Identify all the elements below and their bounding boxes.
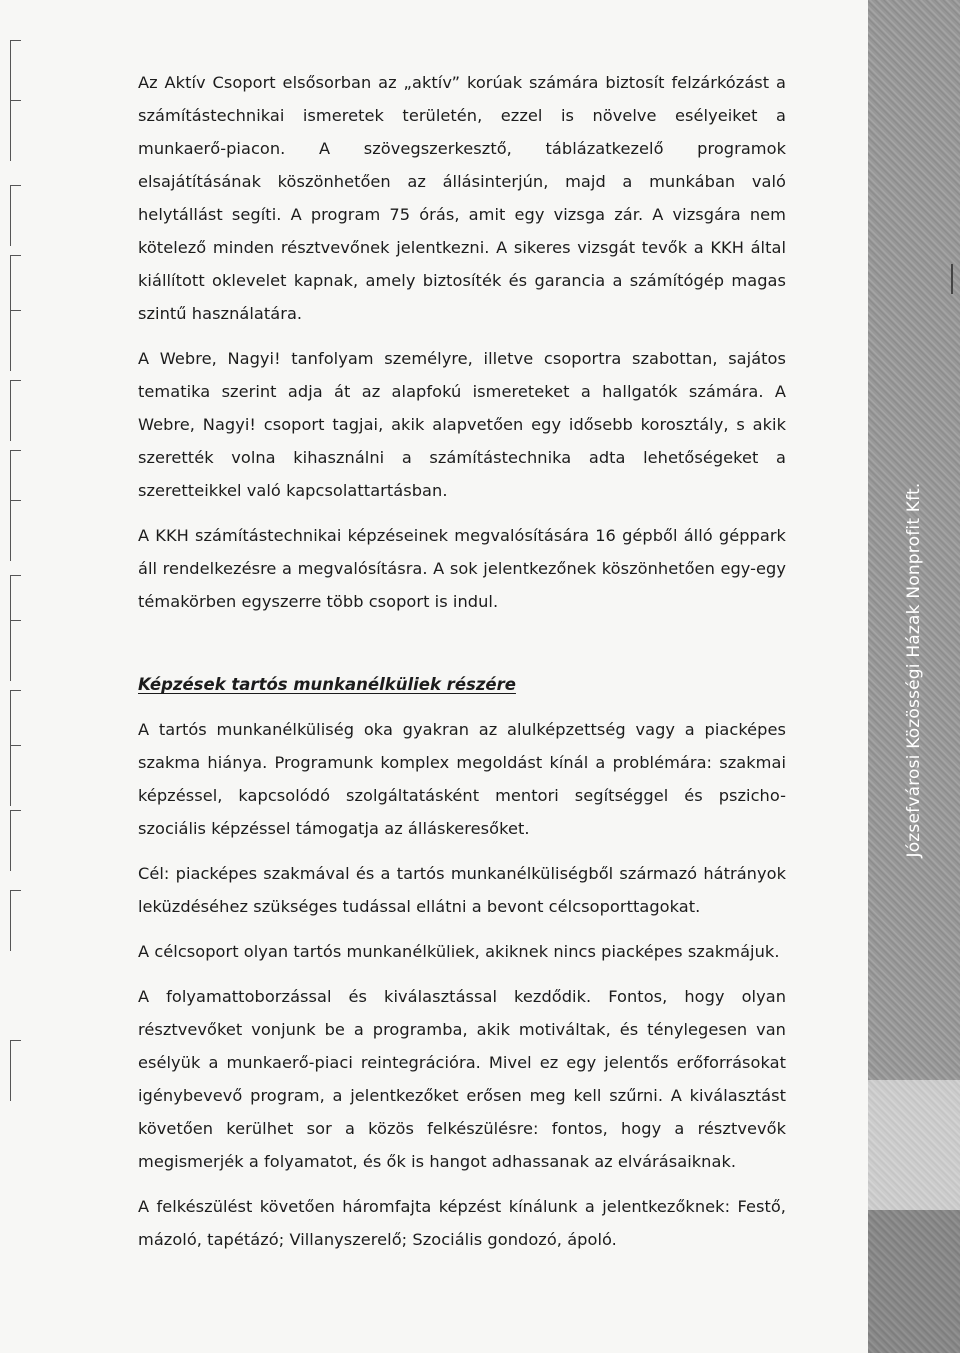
side-band-caption: Józsefvárosi Közösségi Házak Nonprofit Kft. <box>904 482 924 858</box>
binding-mark <box>10 40 21 101</box>
binding-mark <box>10 185 21 246</box>
binding-marks <box>0 0 40 1353</box>
binding-mark <box>10 1040 21 1101</box>
binding-mark <box>10 745 21 806</box>
binding-mark <box>10 100 21 161</box>
side-band-dark-zone <box>868 1210 960 1353</box>
paragraph-cel: Cél: piacképes szakmával és a tartós munkanélküliségből származó hátrányok leküzdéséhez szükséges tudással ellátni a bevont célcsoporttagokat. <box>138 864 786 916</box>
paragraph-kkh-geppark: A KKH számítástechnikai képzéseinek megvalósítására 16 gépből álló géppark áll rendelkezésre a megvalósításra. A sok jelentkezőnek köszönhetően egy-egy témakörben egyszerre több csoport is indul. <box>138 526 786 611</box>
binding-mark <box>10 310 21 371</box>
section-heading: Képzések tartós munkanélküliek részére <box>138 675 516 694</box>
document-body <box>138 66 786 1256</box>
paragraph-tartos-munkanelkuliseg: A tartós munkanélküliség oka gyakran az alulképzettség vagy a piacképes szakma hiánya. Programunk komplex megoldást kínál a problémára: szakmai képzéssel, kapcsolódó szolgáltatásként mentori segítséggel és pszicho-szociális képzéssel támogatja az álláskeresőket. <box>138 720 786 838</box>
edge-tick <box>951 264 953 294</box>
side-band-light-zone <box>868 1080 960 1210</box>
binding-mark <box>10 255 21 316</box>
paragraph-aktiv-csoport: Az Aktív Csoport elsősorban az „aktív” korúak számára biztosít felzárkózást a számítástechnikai ismeretek területén, ezzel is növelve esélyeiket a munkaerő-piacon. A szövegszerkesztő, táblázatkezelő programok elsajátításának köszönhetően az állásinterjún, majd a munkában való helytállást segíti. A program 75 órás, amit egy vizsga zár. A vizsgára nem kötelező minden résztvevőnek jelentkezni. A sikeres vizsgát tevők a KKH által kiállított oklevelet kapnak, amely biztosíték és garancia a számítógép magas szintű használatára. <box>138 73 786 323</box>
binding-mark <box>10 690 21 751</box>
binding-mark <box>10 620 21 681</box>
paragraph-celcsoport: A célcsoport olyan tartós munkanélküliek, akiknek nincs piacképes szakmájuk. <box>138 942 780 961</box>
paragraph-webre-nagyi: A Webre, Nagyi! tanfolyam személyre, illetve csoportra szabottan, sajátos tematika szerint adja át az alapfokú ismereteket a hallgatók számára. A Webre, Nagyi! csoport tagjai, akik alapvetően egy idősebb korosztály, s akik szerették volna kihasználni a számítástechnika adta lehetőségeket a szeretteikkel való kapcsolattartásban. <box>138 349 786 500</box>
paragraph-kepzesek: A felkészülést követően háromfajta képzést kínálunk a jelentkezőknek: Festő, mázoló, tapétázó; Villanyszerelő; Szociális gondozó, ápoló. <box>138 1197 786 1249</box>
binding-mark <box>10 890 21 951</box>
binding-mark <box>10 500 21 561</box>
binding-mark <box>10 380 21 441</box>
paragraph-folyamat: A folyamattoborzással és kiválasztással kezdődik. Fontos, hogy olyan résztvevőket vonjunk be a programba, akik motiváltak, és ténylegesen van esélyük a munkaerő-piaci reintegrációra. Mivel ez egy jelentős erőforrásokat igénybevevő program, a jelentkezőket erősen meg kell szűrni. A kiválasztást követően kerülhet sor a közös felkészülésre: fontos, hogy a résztvevők megismerjék a folyamatot, és ők is hangot adhassanak az elvárásaiknak. <box>138 987 786 1171</box>
binding-mark <box>10 810 21 871</box>
